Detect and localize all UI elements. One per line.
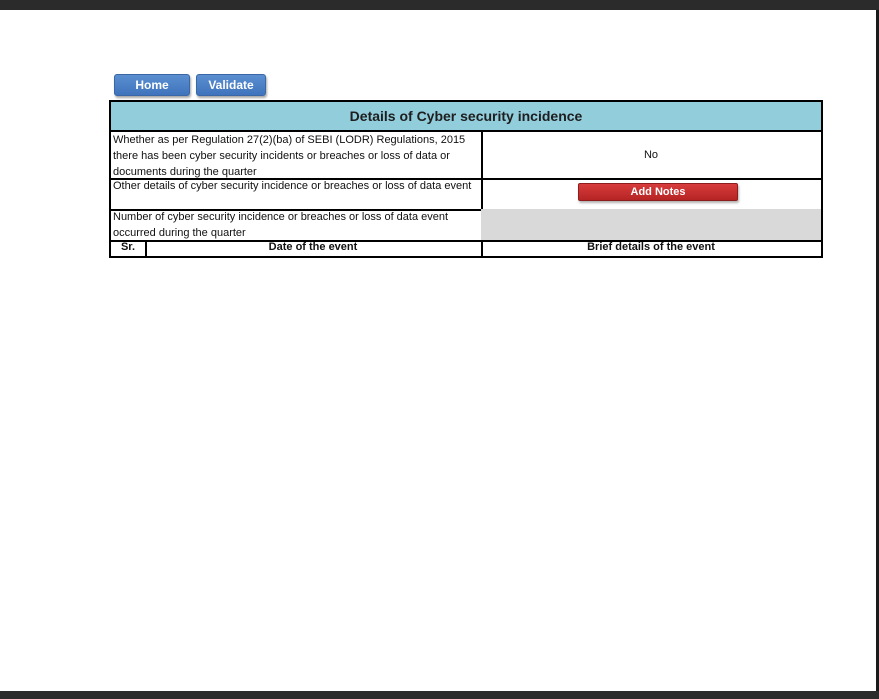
answer-incident-occurred[interactable]: No: [481, 132, 823, 180]
column-header-sr: Sr.: [109, 240, 147, 258]
answer-other-details-cell: [481, 178, 823, 211]
question-incident-count: Number of cyber security incidence or breaches or loss of data event occurred during the quarter: [109, 209, 483, 242]
home-button[interactable]: Home: [114, 74, 190, 96]
answer-incident-count: [481, 209, 823, 242]
question-other-details: Other details of cyber security incidence or breaches or loss of data event: [109, 178, 483, 211]
section-title: Details of Cyber security incidence: [109, 100, 823, 132]
add-notes-button[interactable]: Add Notes: [578, 183, 738, 201]
column-header-brief: Brief details of the event: [481, 240, 823, 258]
column-header-date: Date of the event: [145, 240, 483, 258]
cyber-security-table: [109, 100, 823, 258]
validate-button[interactable]: Validate: [196, 74, 266, 96]
window-top-bar: [0, 0, 879, 10]
window-bottom-bar: [0, 691, 879, 699]
question-incident-occurred: Whether as per Regulation 27(2)(ba) of SEBI (LODR) Regulations, 2015 there has been cyber security incidents or breaches or loss of data or documents during the quarter: [109, 132, 483, 180]
